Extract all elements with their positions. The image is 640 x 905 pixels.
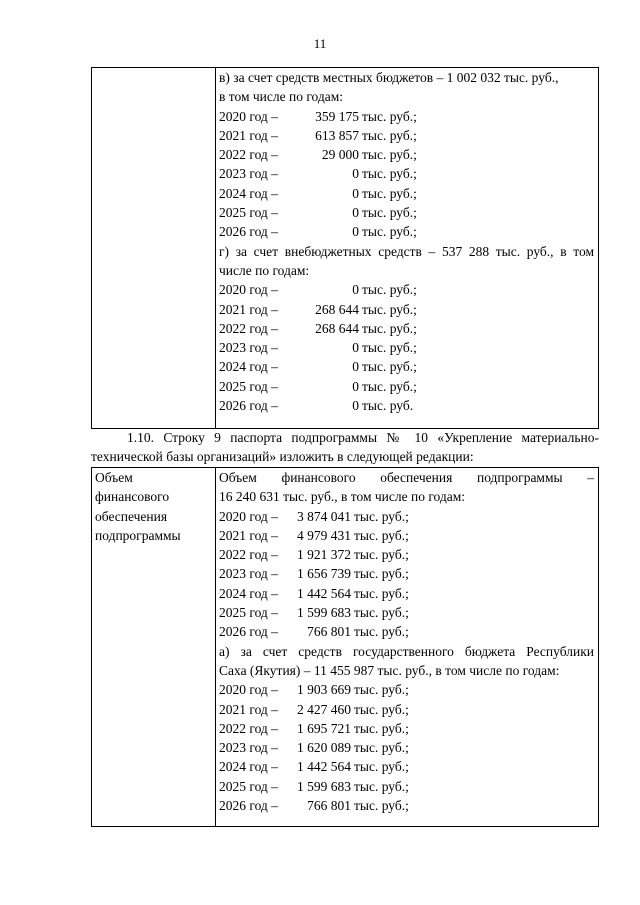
unit-label: тыс. руб.; [362, 147, 417, 163]
unit-label: тыс. руб.; [354, 527, 409, 543]
year-label: 2024 год – [219, 585, 278, 601]
year-label: 2025 год – [219, 205, 278, 221]
year-row [219, 719, 594, 738]
year-label: 2026 год – [219, 624, 278, 640]
unit-label: тыс. руб.; [354, 624, 409, 640]
amount-value: 0 [352, 378, 359, 394]
year-label: 2024 год – [219, 759, 278, 775]
amount-value: 3 874 041 [297, 508, 351, 524]
funding-cell [216, 468, 599, 827]
amount-value: 0 [352, 166, 359, 182]
year-label: 2021 год – [219, 301, 278, 317]
amount-value: 766 801 [307, 624, 351, 640]
unit-label: тыс. руб.; [362, 378, 417, 394]
amount-value: 1 695 721 [297, 720, 351, 736]
unit-label: тыс. руб.; [354, 798, 409, 814]
year-label: 2021 год – [219, 527, 278, 543]
year-label: 2020 год – [219, 282, 278, 298]
amount-value: 0 [352, 185, 359, 201]
year-label: 2020 год – [219, 108, 278, 124]
label-line: Объем [95, 470, 133, 485]
unit-label: тыс. руб.; [354, 740, 409, 756]
paragraph-line: 1.10. Строку 9 паспорта подпрограммы № 10 «Укрепление материально- [127, 430, 599, 445]
year-label: 2022 год – [219, 547, 278, 563]
unit-label: тыс. руб.; [362, 185, 417, 201]
amount-value: 268 644 [315, 320, 359, 336]
amount-value: 0 [352, 398, 359, 414]
year-row [219, 507, 594, 526]
amount-value: 0 [352, 340, 359, 356]
year-row [219, 145, 594, 164]
year-label: 2024 год – [219, 185, 278, 201]
text-line: 16 240 631 тыс. руб., в том числе по годам: [219, 489, 466, 505]
year-label: 2026 год – [219, 798, 278, 814]
year-row [219, 280, 594, 299]
text-line: Объем финансового обеспечения подпрограммы – [219, 470, 594, 485]
year-row [219, 757, 594, 776]
label-line: финансового [95, 489, 170, 505]
text-line: в том числе по годам: [219, 89, 344, 105]
paragraph-line: технической базы организаций» изложить в следующей редакции: [91, 449, 474, 465]
year-row [219, 603, 594, 622]
year-row [219, 357, 594, 376]
year-row [219, 338, 594, 357]
unit-label: тыс. руб.; [362, 205, 417, 221]
year-row [219, 526, 594, 545]
year-label: 2021 год – [219, 701, 278, 717]
page-number: 11 [313, 36, 327, 51]
year-label: 2021 год – [219, 127, 278, 143]
year-row [219, 184, 594, 203]
label-line: подпрограммы [95, 527, 181, 543]
amount-value: 0 [352, 224, 359, 240]
unit-label: тыс. руб.; [362, 359, 417, 375]
amount-value: 1 620 089 [297, 740, 351, 756]
year-row [219, 545, 594, 564]
amount-value: 1 442 564 [297, 759, 351, 775]
year-label: 2023 год – [219, 740, 278, 756]
year-label: 2020 год – [219, 508, 278, 524]
text-line: а) за счет средств государственного бюджета Республики [219, 643, 594, 659]
unit-label: тыс. руб.; [354, 778, 409, 794]
amount-value: 1 442 564 [297, 585, 351, 601]
funding-table-subprogram-10 [91, 467, 599, 827]
label-cell-empty [92, 68, 216, 429]
text-line: в) за счет средств местных бюджетов – 1 002 032 тыс. руб., [219, 70, 559, 85]
year-list-local [219, 107, 594, 242]
year-label: 2024 год – [219, 359, 278, 375]
year-row [219, 738, 594, 757]
unit-label: тыс. руб.; [362, 320, 417, 336]
unit-label: тыс. руб.; [362, 340, 417, 356]
year-row [219, 164, 594, 183]
year-row [219, 700, 594, 719]
amount-value: 1 599 683 [297, 778, 351, 794]
unit-label: тыс. руб.; [354, 605, 409, 621]
amount-value: 1 656 739 [297, 566, 351, 582]
year-row [219, 564, 594, 583]
year-row [219, 126, 594, 145]
unit-label: тыс. руб.; [354, 585, 409, 601]
year-row [219, 396, 594, 415]
unit-label: тыс. руб.; [354, 566, 409, 582]
year-list-state [219, 680, 594, 815]
amount-value: 613 857 [315, 127, 359, 143]
unit-label: тыс. руб.; [362, 108, 417, 124]
year-row [219, 107, 594, 126]
funding-table-continued [91, 67, 599, 429]
unit-label: тыс. руб.; [354, 682, 409, 698]
year-row [219, 377, 594, 396]
amount-value: 2 427 460 [297, 701, 351, 717]
funding-cell-local [216, 68, 599, 429]
year-row [219, 796, 594, 815]
year-label: 2025 год – [219, 378, 278, 394]
year-label: 2022 год – [219, 147, 278, 163]
amount-value: 0 [352, 359, 359, 375]
year-label: 2020 год – [219, 682, 278, 698]
year-label: 2025 год – [219, 778, 278, 794]
amount-value: 268 644 [315, 301, 359, 317]
unit-label: тыс. руб. [362, 398, 414, 414]
unit-label: тыс. руб.; [354, 547, 409, 563]
year-row [219, 584, 594, 603]
unit-label: тыс. руб.; [354, 759, 409, 775]
year-row [219, 222, 594, 241]
amount-value: 766 801 [307, 798, 351, 814]
unit-label: тыс. руб.; [354, 701, 409, 717]
label-cell [92, 468, 216, 827]
unit-label: тыс. руб.; [354, 508, 409, 524]
unit-label: тыс. руб.; [362, 224, 417, 240]
year-row [219, 777, 594, 796]
year-label: 2026 год – [219, 398, 278, 414]
year-row [219, 319, 594, 338]
unit-label: тыс. руб.; [354, 720, 409, 736]
year-row [219, 203, 594, 222]
amount-value: 1 903 669 [297, 682, 351, 698]
unit-label: тыс. руб.; [362, 166, 417, 182]
text-line: г) за счет внебюджетных средств – 537 288 тыс. руб., в том [219, 243, 594, 259]
label-line: обеспечения [95, 508, 168, 524]
unit-label: тыс. руб.; [362, 301, 417, 317]
amount-value: 4 979 431 [297, 527, 351, 543]
year-label: 2023 год – [219, 566, 278, 582]
amount-value: 29 000 [321, 147, 359, 163]
year-label: 2023 год – [219, 340, 278, 356]
year-label: 2025 год – [219, 605, 278, 621]
unit-label: тыс. руб.; [362, 127, 417, 143]
unit-label: тыс. руб.; [362, 282, 417, 298]
amount-value: 359 175 [315, 108, 359, 124]
year-row [219, 622, 594, 641]
amount-value: 0 [352, 282, 359, 298]
year-label: 2022 год – [219, 320, 278, 336]
amount-value: 0 [352, 205, 359, 221]
amount-value: 1 921 372 [297, 547, 351, 563]
year-row [219, 300, 594, 319]
amount-value: 1 599 683 [297, 605, 351, 621]
year-list-extrabudget [219, 280, 594, 415]
year-label: 2026 год – [219, 224, 278, 240]
year-list-total [219, 507, 594, 642]
year-row [219, 680, 594, 699]
text-line: числе по годам: [219, 262, 310, 278]
year-label: 2022 год – [219, 720, 278, 736]
text-line: Саха (Якутия) – 11 455 987 тыс. руб., в том числе по годам: [219, 662, 560, 678]
amendment-paragraph [91, 428, 599, 467]
year-label: 2023 год – [219, 166, 278, 182]
